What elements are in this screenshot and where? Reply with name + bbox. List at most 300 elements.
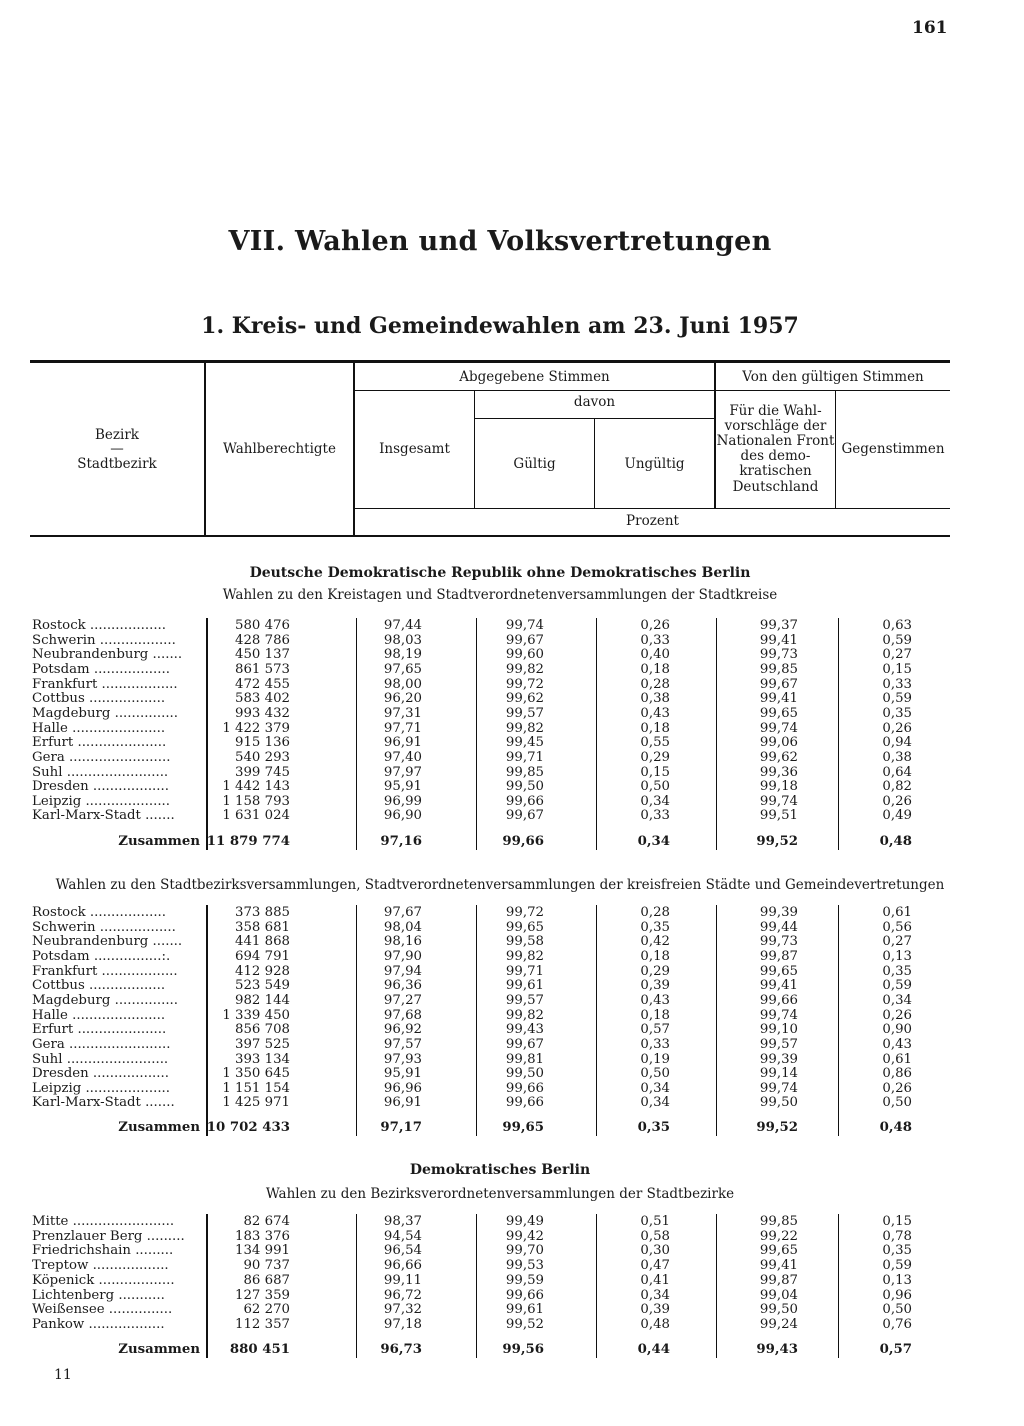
ungueltig-cell: 0,34: [640, 793, 670, 809]
ungueltig-cell: 0,34: [640, 1080, 670, 1096]
gueltig-cell: 99,70: [505, 1243, 544, 1259]
table-row: [0, 633, 1000, 648]
gueltig-cell: 99,67: [505, 632, 544, 648]
ungueltig-cell: 0,42: [640, 934, 670, 950]
wahlberechtigte-cell: 993 432: [235, 705, 290, 721]
row-name: Dresden ..................: [32, 779, 169, 795]
row-name: Potsdam ..................: [32, 661, 170, 677]
total-label: Zusammen: [118, 1342, 200, 1357]
row-name: Magdeburg ...............: [32, 992, 179, 1008]
wahlberechtigte-cell: 861 573: [235, 661, 290, 677]
row-name: Schwerin ..................: [32, 632, 176, 648]
gegenstimmen-cell: 0,13: [882, 948, 912, 964]
nationale-front-cell: 99,87: [759, 948, 798, 964]
gegenstimmen-cell: 0,59: [882, 691, 912, 707]
nationale-front-cell: 99,74: [759, 1007, 798, 1023]
header-nationale-front-line: Für die Wahl-: [729, 403, 822, 419]
header-nationale-front-line: kratischen: [739, 463, 812, 480]
section-heading: Deutsche Demokratische Republik ohne Demokratisches Berlin: [249, 565, 751, 581]
wahlberechtigte-cell: 86 687: [243, 1272, 290, 1288]
table-row: [0, 934, 1000, 949]
ungueltig-cell: 0,43: [640, 992, 670, 1008]
row-name: Mitte ........................: [32, 1214, 175, 1229]
gegenstimmen-cell: 0,33: [882, 676, 912, 692]
nationale-front-cell: 99,74: [759, 720, 798, 736]
wahlberechtigte-cell: 1 151 154: [222, 1080, 290, 1096]
nationale-front-cell: 99,50: [759, 1302, 798, 1318]
gegenstimmen-cell: 0,35: [882, 705, 912, 721]
ungueltig-cell: 0,29: [640, 749, 670, 765]
gegenstimmen-cell: 0,26: [882, 720, 912, 736]
section-subheading: Wahlen zu den Bezirksverordnetenversammlungen der Stadtbezirke: [265, 1186, 735, 1202]
gueltig-cell: 99,66: [502, 834, 544, 849]
insgesamt-cell: 96,99: [383, 793, 422, 809]
gegenstimmen-cell: 0,82: [882, 779, 912, 795]
row-name: Potsdam ................:.: [32, 948, 171, 964]
table-row: [0, 1258, 1000, 1273]
insgesamt-cell: 96,66: [383, 1258, 422, 1274]
ungueltig-cell: 0,15: [640, 764, 670, 780]
row-name: Halle ......................: [32, 720, 166, 736]
nationale-front-cell: 99,52: [756, 1120, 798, 1135]
gueltig-cell: 99,57: [505, 992, 544, 1008]
row-name: Karl-Marx-Stadt .......: [32, 1095, 175, 1111]
ungueltig-cell: 0,44: [637, 1342, 670, 1357]
row-name: Erfurt .....................: [32, 735, 167, 751]
gueltig-cell: 99,58: [505, 934, 544, 950]
table-row: [0, 949, 1000, 964]
insgesamt-cell: 98,03: [383, 632, 422, 648]
header-abgegebene-stimmen: Abgegebene Stimmen: [459, 369, 610, 385]
chapter-title: VII. Wahlen und Volksvertretungen: [228, 226, 772, 257]
table-row: [0, 993, 1000, 1008]
gueltig-cell: 99,66: [505, 1080, 544, 1096]
insgesamt-cell: 97,17: [380, 1120, 422, 1135]
wahlberechtigte-cell: 1 350 645: [222, 1066, 290, 1082]
wahlberechtigte-cell: 373 885: [235, 905, 290, 920]
header-bottom-rule: [30, 535, 950, 537]
gegenstimmen-cell: 0,48: [879, 1120, 912, 1135]
nationale-front-cell: 99,67: [759, 676, 798, 692]
row-name: Neubrandenburg .......: [32, 647, 183, 663]
table-row: [0, 808, 1000, 823]
ungueltig-cell: 0,51: [640, 1214, 670, 1229]
insgesamt-cell: 97,67: [383, 905, 422, 920]
gegenstimmen-cell: 0,61: [882, 1051, 912, 1067]
gegenstimmen-cell: 0,49: [882, 808, 912, 824]
ungueltig-cell: 0,34: [640, 1287, 670, 1303]
gueltig-cell: 99,66: [505, 793, 544, 809]
row-name: Cottbus ..................: [32, 978, 166, 994]
insgesamt-cell: 96,20: [383, 691, 422, 707]
table-row: [0, 735, 1000, 750]
wahlberechtigte-cell: 523 549: [235, 978, 290, 994]
row-name: Rostock ..................: [32, 618, 167, 633]
gueltig-cell: 99,66: [505, 1287, 544, 1303]
table-row: [0, 1095, 1000, 1110]
ungueltig-cell: 0,58: [640, 1228, 670, 1244]
gegenstimmen-cell: 0,15: [882, 661, 912, 677]
table-row: [0, 978, 1000, 993]
nationale-front-cell: 99,65: [759, 1243, 798, 1259]
header-nationale-front-line: Nationalen Front: [716, 433, 835, 450]
gegenstimmen-cell: 0,64: [882, 764, 912, 780]
wahlberechtigte-cell: 472 455: [235, 676, 290, 692]
gueltig-cell: 99,56: [502, 1342, 544, 1357]
table-row: [0, 677, 1000, 692]
table-row: [0, 1066, 1000, 1081]
section-title: 1. Kreis- und Gemeindewahlen am 23. Juni 1957: [201, 313, 799, 339]
total-row: [0, 834, 1000, 849]
nationale-front-cell: 99,66: [759, 992, 798, 1008]
row-name: Pankow ..................: [32, 1316, 165, 1332]
gueltig-cell: 99,85: [505, 764, 544, 780]
gueltig-cell: 99,65: [502, 1120, 544, 1135]
nationale-front-cell: 99,39: [759, 1051, 798, 1067]
wahlberechtigte-cell: 1 425 971: [222, 1095, 290, 1111]
row-name: Leipzig ....................: [32, 1080, 170, 1096]
gueltig-cell: 99,53: [505, 1258, 544, 1274]
table-row: [0, 691, 1000, 706]
insgesamt-cell: 96,36: [383, 978, 422, 994]
table-row: [0, 964, 1000, 979]
gueltig-cell: 99,82: [505, 720, 544, 736]
wahlberechtigte-cell: 856 708: [235, 1022, 290, 1038]
ungueltig-cell: 0,50: [640, 779, 670, 795]
insgesamt-cell: 97,31: [383, 705, 422, 721]
gueltig-cell: 99,81: [505, 1051, 544, 1067]
row-name: Leipzig ....................: [32, 793, 170, 809]
nationale-front-cell: 99,85: [759, 1214, 798, 1229]
total-row: [0, 1342, 1000, 1357]
row-name: Erfurt .....................: [32, 1022, 167, 1038]
wahlberechtigte-cell: 1 158 793: [222, 793, 290, 809]
gueltig-cell: 99,52: [505, 1316, 544, 1332]
wahlberechtigte-cell: 62 270: [243, 1302, 290, 1318]
gegenstimmen-cell: 0,27: [882, 647, 912, 663]
ungueltig-cell: 0,40: [640, 647, 670, 663]
row-name: Dresden ..................: [32, 1066, 169, 1082]
insgesamt-cell: 98,37: [383, 1214, 422, 1229]
ungueltig-cell: 0,47: [640, 1258, 670, 1274]
gueltig-cell: 99,43: [505, 1022, 544, 1038]
page-number: 161: [912, 18, 948, 38]
table-row: [0, 1081, 1000, 1096]
gegenstimmen-cell: 0,78: [882, 1228, 912, 1244]
nationale-front-cell: 99,57: [759, 1036, 798, 1052]
wahlberechtigte-cell: 450 137: [235, 647, 290, 663]
table-row: [0, 779, 1000, 794]
ungueltig-cell: 0,57: [640, 1022, 670, 1038]
ungueltig-cell: 0,28: [640, 905, 670, 920]
gueltig-cell: 99,82: [505, 661, 544, 677]
wahlberechtigte-cell: 112 357: [235, 1316, 290, 1332]
gegenstimmen-cell: 0,27: [882, 934, 912, 950]
wahlberechtigte-cell: 358 681: [235, 919, 290, 935]
table-row: [0, 1037, 1000, 1052]
insgesamt-cell: 96,91: [383, 735, 422, 751]
gueltig-cell: 99,45: [505, 735, 544, 751]
gegenstimmen-cell: 0,56: [882, 919, 912, 935]
nationale-front-cell: 99,65: [759, 705, 798, 721]
table-row: [0, 721, 1000, 736]
insgesamt-cell: 95,91: [383, 1066, 422, 1082]
nationale-front-cell: 99,24: [759, 1316, 798, 1332]
gueltig-cell: 99,60: [505, 647, 544, 663]
insgesamt-cell: 97,97: [383, 764, 422, 780]
ungueltig-cell: 0,18: [640, 948, 670, 964]
insgesamt-cell: 97,90: [383, 948, 422, 964]
gueltig-cell: 99,65: [505, 919, 544, 935]
table-row: [0, 1214, 1000, 1229]
gegenstimmen-cell: 0,59: [882, 632, 912, 648]
wahlberechtigte-cell: 441 868: [235, 934, 290, 950]
insgesamt-cell: 97,27: [383, 992, 422, 1008]
ungueltig-cell: 0,39: [640, 1302, 670, 1318]
insgesamt-cell: 97,68: [383, 1007, 422, 1023]
gueltig-cell: 99,72: [505, 905, 544, 920]
insgesamt-cell: 97,32: [383, 1302, 422, 1318]
row-name: Suhl ........................: [32, 1051, 169, 1067]
nationale-front-cell: 99,18: [759, 779, 798, 795]
nationale-front-cell: 99,74: [759, 1080, 798, 1096]
ungueltig-cell: 0,55: [640, 735, 670, 751]
gegenstimmen-cell: 0,94: [882, 735, 912, 751]
insgesamt-cell: 97,57: [383, 1036, 422, 1052]
gegenstimmen-cell: 0,26: [882, 793, 912, 809]
footer-number: 11: [54, 1367, 72, 1383]
row-name: Treptow ..................: [32, 1258, 169, 1274]
header-nationale-front-line: vorschläge der: [724, 418, 827, 435]
header-top-rule: [30, 360, 950, 363]
insgesamt-cell: 97,94: [383, 963, 422, 979]
gueltig-cell: 99,57: [505, 705, 544, 721]
ungueltig-cell: 0,35: [640, 919, 670, 935]
header-von-den-gueltigen: Von den gültigen Stimmen: [742, 369, 924, 385]
header-bezirk: Bezirk: [95, 427, 139, 443]
table-row: [0, 1229, 1000, 1244]
total-label: Zusammen: [118, 1120, 200, 1135]
row-name: Halle ......................: [32, 1007, 166, 1023]
insgesamt-cell: 95,91: [383, 779, 422, 795]
gueltig-cell: 99,61: [505, 1302, 544, 1318]
gueltig-cell: 99,59: [505, 1272, 544, 1288]
ungueltig-cell: 0,29: [640, 963, 670, 979]
gegenstimmen-cell: 0,43: [882, 1036, 912, 1052]
wahlberechtigte-cell: 1 442 143: [222, 779, 290, 795]
row-name: Friedrichshain .........: [32, 1243, 174, 1259]
ungueltig-cell: 0,34: [640, 1095, 670, 1111]
header-insgesamt: Insgesamt: [379, 441, 450, 457]
nationale-front-cell: 99,41: [759, 691, 798, 707]
insgesamt-cell: 99,11: [383, 1272, 422, 1288]
nationale-front-cell: 99,10: [759, 1022, 798, 1038]
insgesamt-cell: 97,93: [383, 1051, 422, 1067]
wahlberechtigte-cell: 82 674: [243, 1214, 290, 1229]
gegenstimmen-cell: 0,76: [882, 1316, 912, 1332]
nationale-front-cell: 99,22: [759, 1228, 798, 1244]
header-davon: davon: [573, 394, 616, 410]
nationale-front-cell: 99,52: [756, 834, 798, 849]
header-stadtbezirk: Stadtbezirk: [77, 456, 157, 472]
gueltig-cell: 99,49: [505, 1214, 544, 1229]
gueltig-cell: 99,42: [505, 1228, 544, 1244]
nationale-front-cell: 99,74: [759, 793, 798, 809]
ungueltig-cell: 0,18: [640, 1007, 670, 1023]
header-ungueltig: Ungültig: [624, 456, 685, 472]
gegenstimmen-cell: 0,35: [882, 1243, 912, 1259]
gueltig-cell: 99,66: [505, 1095, 544, 1111]
gegenstimmen-cell: 0,61: [882, 905, 912, 920]
wahlberechtigte-cell: 1 339 450: [222, 1007, 290, 1023]
insgesamt-cell: 96,90: [383, 808, 422, 824]
section-subheading: Wahlen zu den Stadtbezirksversammlungen, Stadtverordnetenversammlungen der kreisfreien Städte und Gemeindevertretungen: [55, 877, 945, 893]
table-row: [0, 1317, 1000, 1332]
nationale-front-cell: 99,62: [759, 749, 798, 765]
wahlberechtigte-cell: 580 476: [235, 618, 290, 633]
wahlberechtigte-cell: 183 376: [235, 1228, 290, 1244]
gueltig-cell: 99,82: [505, 948, 544, 964]
row-name: Neubrandenburg .......: [32, 934, 183, 950]
table-row: [0, 662, 1000, 677]
table-row: [0, 1288, 1000, 1303]
ungueltig-cell: 0,18: [640, 661, 670, 677]
wahlberechtigte-cell: 583 402: [235, 691, 290, 707]
wahlberechtigte-cell: 540 293: [235, 749, 290, 765]
ungueltig-cell: 0,34: [637, 834, 670, 849]
wahlberechtigte-cell: 127 359: [235, 1287, 290, 1303]
header-gegenstimmen: Gegenstimmen: [841, 441, 945, 457]
insgesamt-cell: 97,16: [380, 834, 422, 849]
row-name: Schwerin ..................: [32, 919, 176, 935]
header-prozent: Prozent: [626, 513, 679, 529]
insgesamt-cell: 97,71: [383, 720, 422, 736]
ungueltig-cell: 0,19: [640, 1051, 670, 1067]
table-row: [0, 618, 1000, 633]
nationale-front-cell: 99,87: [759, 1272, 798, 1288]
header-wahlberechtigte: Wahlberechtigte: [223, 441, 336, 457]
header-nationale-front-line: des demo-: [740, 448, 811, 465]
wahlberechtigte-cell: 90 737: [243, 1258, 290, 1274]
wahlberechtigte-cell: 694 791: [235, 948, 290, 964]
insgesamt-cell: 98,00: [383, 676, 422, 692]
table-row: [0, 920, 1000, 935]
gueltig-cell: 99,72: [505, 676, 544, 692]
row-name: Lichtenberg ...........: [32, 1287, 165, 1303]
ungueltig-cell: 0,41: [640, 1272, 670, 1288]
ungueltig-cell: 0,30: [640, 1243, 670, 1259]
gegenstimmen-cell: 0,59: [882, 978, 912, 994]
nationale-front-cell: 99,04: [759, 1287, 798, 1303]
gegenstimmen-cell: 0,34: [882, 992, 912, 1008]
table-row: [0, 1302, 1000, 1317]
insgesamt-cell: 97,18: [383, 1316, 422, 1332]
table-row: [0, 647, 1000, 662]
row-name: Frankfurt ..................: [32, 676, 178, 692]
row-name: Suhl ........................: [32, 764, 169, 780]
wahlberechtigte-cell: 1 422 379: [222, 720, 290, 736]
gegenstimmen-cell: 0,63: [882, 618, 912, 633]
nationale-front-cell: 99,36: [759, 764, 798, 780]
gegenstimmen-cell: 0,57: [879, 1342, 912, 1357]
gueltig-cell: 99,67: [505, 1036, 544, 1052]
header-nationale-front-line: Deutschland: [732, 478, 819, 495]
row-name: Köpenick ..................: [32, 1272, 175, 1288]
insgesamt-cell: 96,54: [383, 1243, 422, 1259]
ungueltig-cell: 0,50: [640, 1066, 670, 1082]
nationale-front-cell: 99,85: [759, 661, 798, 677]
insgesamt-cell: 94,54: [383, 1228, 422, 1244]
gegenstimmen-cell: 0,38: [882, 749, 912, 765]
nationale-front-cell: 99,50: [759, 1095, 798, 1111]
wahlberechtigte-cell: 880 451: [229, 1342, 290, 1357]
header-dash: —: [110, 441, 124, 457]
header-divider: [355, 390, 950, 391]
gueltig-cell: 99,71: [505, 963, 544, 979]
gueltig-cell: 99,50: [505, 779, 544, 795]
header-gueltig: Gültig: [513, 456, 556, 472]
ungueltig-cell: 0,18: [640, 720, 670, 736]
insgesamt-cell: 96,91: [383, 1095, 422, 1111]
wahlberechtigte-cell: 428 786: [235, 632, 290, 648]
wahlberechtigte-cell: 393 134: [235, 1051, 290, 1067]
wahlberechtigte-cell: 412 928: [235, 963, 290, 979]
insgesamt-cell: 97,65: [383, 661, 422, 677]
table-row: [0, 765, 1000, 780]
gegenstimmen-cell: 0,26: [882, 1080, 912, 1096]
row-name: Gera ........................: [32, 749, 171, 765]
insgesamt-cell: 97,44: [383, 618, 422, 633]
nationale-front-cell: 99,41: [759, 632, 798, 648]
insgesamt-cell: 96,96: [383, 1080, 422, 1096]
gegenstimmen-cell: 0,26: [882, 1007, 912, 1023]
nationale-front-cell: 99,39: [759, 905, 798, 920]
gueltig-cell: 99,71: [505, 749, 544, 765]
insgesamt-cell: 98,16: [383, 934, 422, 950]
ungueltig-cell: 0,33: [640, 808, 670, 824]
nationale-front-cell: 99,73: [759, 647, 798, 663]
gueltig-cell: 99,62: [505, 691, 544, 707]
row-name: Weißensee ...............: [32, 1302, 173, 1318]
gegenstimmen-cell: 0,50: [882, 1302, 912, 1318]
table-row: [0, 1243, 1000, 1258]
gegenstimmen-cell: 0,59: [882, 1258, 912, 1274]
nationale-front-cell: 99,41: [759, 1258, 798, 1274]
ungueltig-cell: 0,38: [640, 691, 670, 707]
insgesamt-cell: 96,73: [380, 1342, 422, 1357]
ungueltig-cell: 0,48: [640, 1316, 670, 1332]
nationale-front-cell: 99,06: [759, 735, 798, 751]
row-name: Karl-Marx-Stadt .......: [32, 808, 175, 824]
ungueltig-cell: 0,33: [640, 1036, 670, 1052]
nationale-front-cell: 99,51: [759, 808, 798, 824]
table-row: [0, 750, 1000, 765]
gueltig-cell: 99,50: [505, 1066, 544, 1082]
table-row: [0, 706, 1000, 721]
nationale-front-cell: 99,41: [759, 978, 798, 994]
gegenstimmen-cell: 0,13: [882, 1272, 912, 1288]
total-label: Zusammen: [118, 834, 200, 849]
gegenstimmen-cell: 0,15: [882, 1214, 912, 1229]
nationale-front-cell: 99,37: [759, 618, 798, 633]
total-row: [0, 1120, 1000, 1135]
nationale-front-cell: 99,44: [759, 919, 798, 935]
wahlberechtigte-cell: 399 745: [235, 764, 290, 780]
gegenstimmen-cell: 0,48: [879, 834, 912, 849]
ungueltig-cell: 0,26: [640, 618, 670, 633]
insgesamt-cell: 96,92: [383, 1022, 422, 1038]
nationale-front-cell: 99,14: [759, 1066, 798, 1082]
